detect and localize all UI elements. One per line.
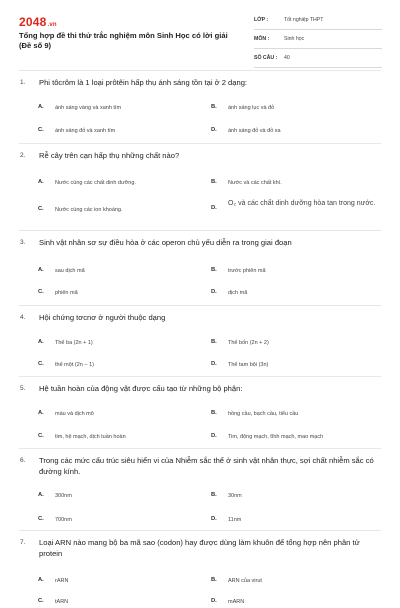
- option-text: tim, hệ mạch, dịch tuần hoàn: [55, 434, 126, 440]
- option-letter: D.: [211, 433, 217, 439]
- option-text: Nước và các chất khí.: [228, 180, 282, 186]
- answer-option[interactable]: [38, 361, 203, 371]
- document-title: Tổng hợp đề thi thử trắc nghiệm môn Sinh Học có lời giải (Đề số 9): [19, 31, 228, 50]
- option-text: Nước cùng các ion khoáng.: [55, 207, 123, 213]
- option-text: hồng cầu, bạch cầu, tiểu cầu: [228, 411, 299, 417]
- option-letter: C.: [38, 361, 44, 367]
- option-letter: B.: [211, 492, 217, 498]
- answer-option[interactable]: [211, 492, 376, 502]
- question-number: 4.: [20, 314, 26, 321]
- option-letter: A.: [38, 104, 44, 110]
- meta-row-grade: [254, 16, 382, 30]
- option-text: ánh sáng vàng và xanh tím: [55, 105, 122, 111]
- option-letter: B.: [211, 179, 217, 185]
- meta-label: MÔN :: [254, 36, 270, 42]
- option-letter: C.: [38, 433, 44, 439]
- answer-option[interactable]: [38, 433, 203, 443]
- option-text: Thể ba (2n + 1): [55, 340, 93, 346]
- answer-option[interactable]: [211, 267, 376, 277]
- option-letter: D.: [211, 289, 217, 295]
- question-number: 2.: [20, 152, 26, 159]
- question-number: 7.: [20, 539, 26, 546]
- option-letter: D.: [211, 127, 217, 133]
- option-letter: C.: [38, 598, 44, 604]
- question-text: Hội chứng tơcnơ ở người thuộc dạng: [39, 313, 166, 322]
- answer-option[interactable]: [211, 198, 376, 222]
- question-divider: [19, 376, 381, 377]
- question-text: Loại ARN nào mang bộ ba mã sao (codon) hay được dùng làm khuôn để tổng hợp nên phân tử protein: [39, 538, 360, 558]
- option-text: 700nm: [55, 517, 72, 523]
- option-letter: A.: [38, 339, 44, 345]
- option-text: ánh sáng đỏ và đỏ xa: [228, 128, 281, 134]
- option-letter: D.: [211, 205, 217, 211]
- answer-option[interactable]: [211, 104, 376, 114]
- answer-option[interactable]: [38, 410, 203, 420]
- answer-option[interactable]: [211, 339, 376, 349]
- option-letter: A.: [38, 179, 44, 185]
- logo-text: 2048: [19, 15, 47, 29]
- question-number: 5.: [20, 385, 26, 392]
- option-letter: C.: [38, 289, 44, 295]
- option-text: tARN: [55, 599, 69, 605]
- option-text: Thể bốn (2n + 2): [228, 340, 269, 346]
- option-text: dịch mã: [228, 290, 248, 296]
- exam-meta: [254, 16, 382, 73]
- answer-option[interactable]: [211, 516, 376, 526]
- question-divider: [19, 70, 381, 71]
- meta-row-count: [254, 54, 382, 68]
- option-text: ánh sáng lục và đỏ: [228, 105, 275, 111]
- option-letter: A.: [38, 267, 44, 273]
- question-number: 6.: [20, 457, 26, 464]
- meta-value: 40: [284, 55, 290, 61]
- answer-option[interactable]: [38, 339, 203, 349]
- answer-option[interactable]: [38, 598, 203, 608]
- question-divider: [19, 530, 381, 531]
- answer-option[interactable]: [38, 267, 203, 277]
- question-text: Trong các mức cấu trúc siêu hiển vi của Nhiễm sắc thể ở sinh vật nhân thực, sợi chất nhiễm sắc có đường kính.: [39, 456, 374, 476]
- answer-option[interactable]: [211, 289, 376, 299]
- question-divider: [19, 143, 381, 144]
- option-text: rARN: [55, 578, 69, 584]
- option-letter: B.: [211, 577, 217, 583]
- answer-option[interactable]: [211, 127, 376, 137]
- option-letter: B.: [211, 267, 217, 273]
- option-text: ánh sáng đỏ và xanh tím: [55, 128, 116, 134]
- meta-value: Sinh học: [284, 36, 305, 42]
- answer-option[interactable]: [211, 179, 376, 189]
- answer-option[interactable]: [211, 433, 376, 443]
- option-text: 30nm: [228, 493, 242, 499]
- question-divider: [19, 305, 381, 306]
- option-letter: D.: [211, 516, 217, 522]
- option-letter: B.: [211, 339, 217, 345]
- option-letter: A.: [38, 577, 44, 583]
- question-text: Phi tôcrôm là 1 loại prôtêin hấp thụ ánh sáng tồn tại ở 2 dạng:: [39, 78, 248, 87]
- question-number: 1.: [20, 79, 26, 86]
- option-text: phiên mã: [55, 290, 78, 296]
- answer-option[interactable]: [211, 577, 376, 587]
- logo-domain: .vn: [47, 22, 57, 28]
- option-letter: D.: [211, 361, 217, 367]
- option-letter: A.: [38, 410, 44, 416]
- option-text: máu và dịch mô: [55, 411, 94, 417]
- option-letter: C.: [38, 127, 44, 133]
- option-text: ARN của virut: [228, 578, 262, 584]
- question-divider: [19, 230, 381, 231]
- site-logo[interactable]: [19, 15, 57, 29]
- meta-value: Tốt nghiệp THPT: [284, 17, 324, 23]
- answer-option[interactable]: [211, 598, 376, 608]
- option-text: mARN: [228, 599, 245, 605]
- option-letter: A.: [38, 492, 44, 498]
- answer-option[interactable]: [211, 410, 376, 420]
- answer-option[interactable]: [38, 289, 203, 299]
- option-text: sau dịch mã: [55, 268, 85, 274]
- answer-option[interactable]: [38, 179, 203, 189]
- option-text: O₂ và các chất dinh dưỡng hòa tan trong nước.: [228, 200, 376, 207]
- answer-option[interactable]: [38, 577, 203, 587]
- option-letter: C.: [38, 516, 44, 522]
- answer-option[interactable]: [38, 492, 203, 502]
- option-text: 300nm: [55, 493, 72, 499]
- option-text: trước phiên mã: [228, 268, 266, 274]
- answer-option[interactable]: [38, 516, 203, 526]
- option-text: Thể tam bội (3n): [228, 362, 269, 368]
- option-text: Tim, động mạch, tĩnh mạch, mao mạch: [228, 434, 324, 440]
- answer-option[interactable]: [38, 127, 203, 137]
- meta-label: LỚP :: [254, 17, 269, 23]
- question-divider: [19, 448, 381, 449]
- question-text: Rễ cây trên cạn hấp thụ những chất nào?: [39, 151, 180, 160]
- answer-option[interactable]: [211, 361, 376, 371]
- option-letter: B.: [211, 104, 217, 110]
- question-text: Sinh vật nhân sơ sự điều hòa ở các operon chủ yếu diễn ra trong giai đoạn: [39, 238, 292, 247]
- option-letter: D.: [211, 598, 217, 604]
- option-letter: C.: [38, 206, 44, 212]
- answer-option[interactable]: [38, 104, 203, 114]
- question-text: Hệ tuần hoàn của động vật được cấu tạo từ những bộ phận:: [39, 384, 243, 393]
- meta-row-subject: [254, 35, 382, 49]
- option-text: Nước cùng các chất dinh dưỡng.: [55, 180, 136, 186]
- option-text: 11nm: [228, 517, 242, 523]
- option-letter: B.: [211, 410, 217, 416]
- meta-label: SỐ CÂU :: [254, 55, 278, 61]
- page-header: [0, 0, 400, 62]
- option-text: thể một (2n − 1): [55, 362, 94, 368]
- answer-option[interactable]: [38, 206, 203, 216]
- question-number: 3.: [20, 239, 26, 246]
